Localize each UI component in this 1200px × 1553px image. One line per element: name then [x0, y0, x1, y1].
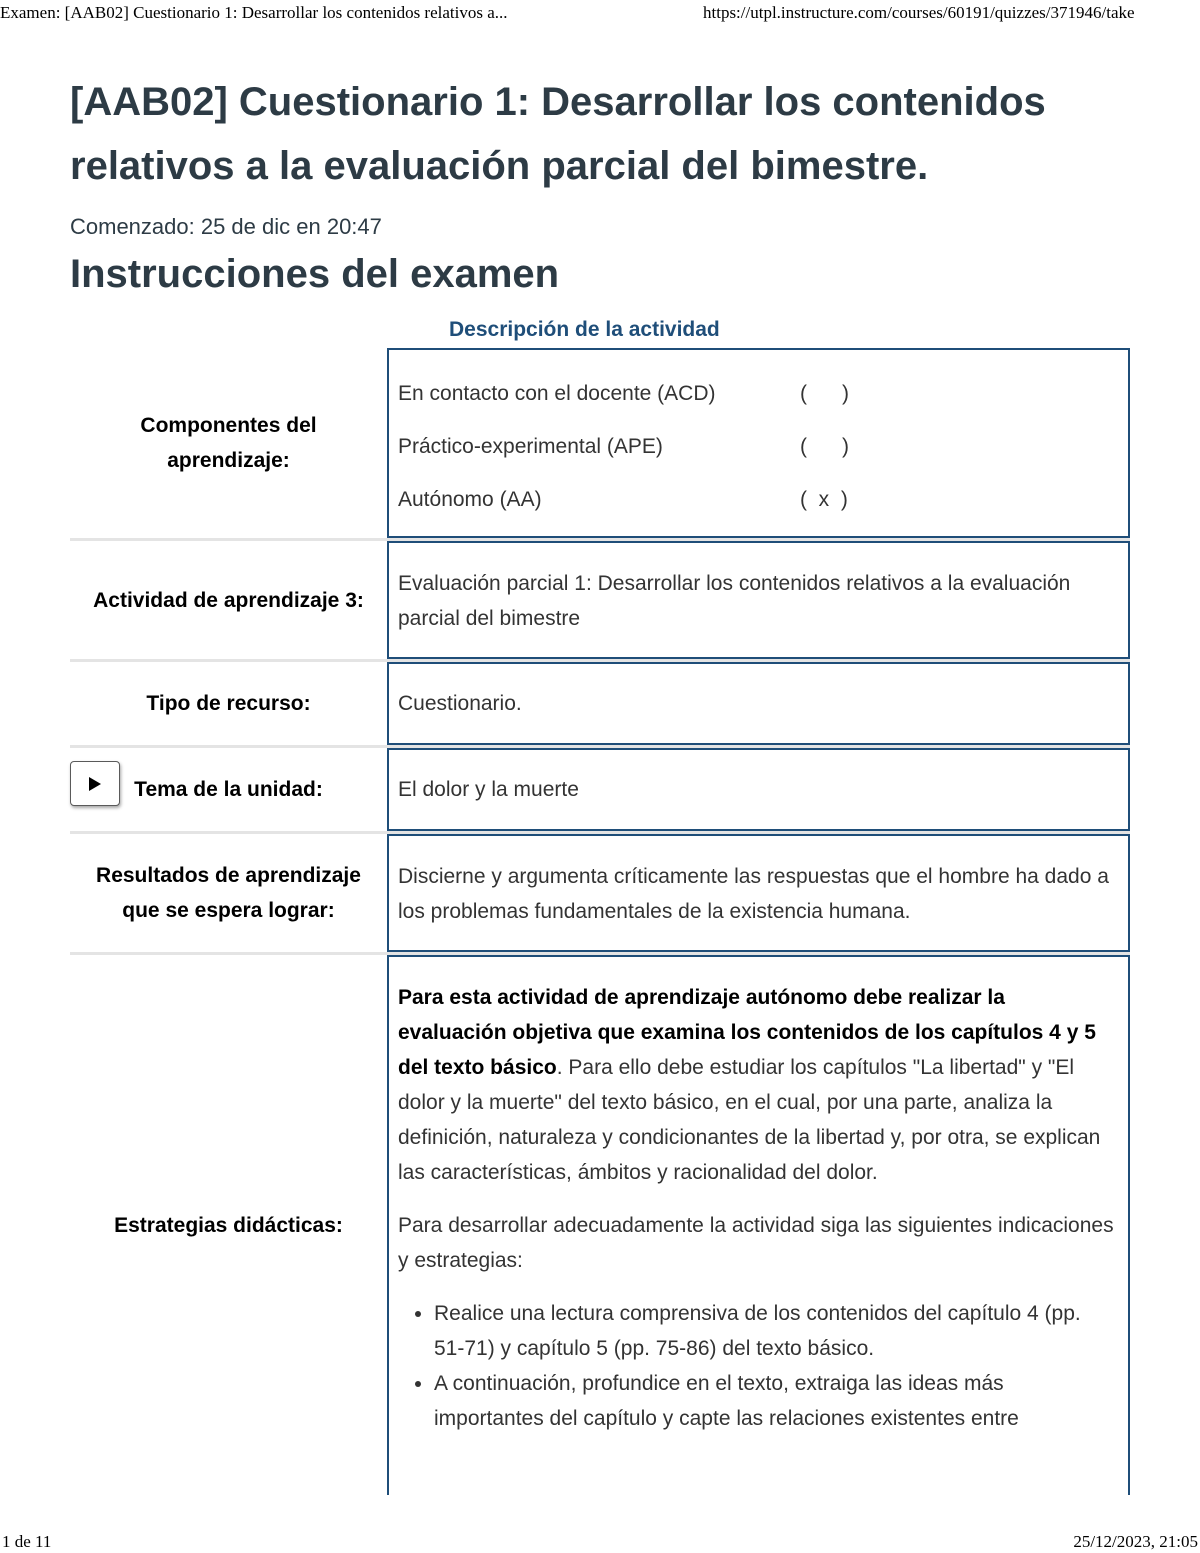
- results-value: Discierne y argumenta críticamente las respuestas que el hombre ha dado a los problemas fundamentales de la existencia humana.: [387, 834, 1130, 952]
- play-button[interactable]: [70, 761, 120, 806]
- table-row-results: [70, 831, 1130, 952]
- table-row-activity: [70, 538, 1130, 659]
- play-icon: [88, 776, 102, 792]
- print-page-number: 1 de 11: [2, 1532, 52, 1551]
- components-label: Componentes del aprendizaje:: [140, 414, 317, 472]
- quiz-header: [70, 70, 1130, 298]
- component-item: [398, 420, 1116, 473]
- component-mark: ( ): [800, 382, 849, 405]
- component-name: Autónomo (AA): [398, 488, 542, 511]
- print-footer: [0, 1532, 1200, 1552]
- component-item: [398, 473, 1116, 526]
- table-row-unit: [70, 745, 1130, 831]
- activity-value: Evaluación parcial 1: Desarrollar los contenidos relativos a la evaluación parcial del bimestre: [387, 541, 1130, 659]
- activity-description-header: [70, 318, 1130, 348]
- print-datetime: 25/12/2023, 21:05: [1073, 1532, 1198, 1551]
- unit-label: Tema de la unidad:: [134, 778, 323, 801]
- strategies-intro-bold: Para esta actividad de aprendizaje autónomo debe realizar la evaluación objetiva que examina los contenidos de los capítulos 4 y 5 del texto básico: [398, 986, 1096, 1079]
- activity-table: [70, 348, 1130, 1495]
- quiz-started-time: Comenzado: 25 de dic en 20:47: [70, 214, 382, 239]
- activity-description-title: Descripción de la actividad: [449, 318, 720, 341]
- strategies-list: [398, 1296, 1116, 1436]
- list-item: • A continuación, profundice en el texto, extraiga las ideas más importantes del capítulo y capte las relaciones existentes entre: [434, 1366, 1116, 1436]
- print-page-url: https://utpl.instructure.com/courses/60191/quizzes/371946/take: [703, 3, 1135, 22]
- unit-value: El dolor y la muerte: [387, 748, 1130, 831]
- strategies-paragraph-2: Para desarrollar adecuadamente la actividad siga las siguientes indicaciones y estrategias:: [398, 1214, 1114, 1272]
- list-item: • Realice una lectura comprensiva de los contenidos del capítulo 4 (pp. 51-71) y capítulo 5 (pp. 75-86) del texto básico.: [434, 1296, 1116, 1366]
- quiz-title: [AAB02] Cuestionario 1: Desarrollar los contenidos relativos a la evaluación parcial del bimestre.: [70, 80, 1046, 188]
- print-header: [0, 0, 1200, 26]
- component-item: [398, 367, 1116, 420]
- strategies-value: [387, 955, 1130, 1495]
- resource-value: Cuestionario.: [387, 662, 1130, 745]
- activity-label: Actividad de aprendizaje 3:: [93, 588, 364, 612]
- resource-label: Tipo de recurso:: [146, 692, 311, 715]
- print-page-title: Examen: [AAB02] Cuestionario 1: Desarrollar los contenidos relativos a...: [0, 3, 508, 22]
- table-row-strategies: [70, 952, 1130, 1495]
- strategies-label: Estrategias didácticas:: [114, 1213, 343, 1237]
- strategies-paragraph-1: [398, 980, 1116, 1190]
- table-row-components: [70, 348, 1130, 538]
- components-value: [387, 348, 1130, 538]
- strategies-intro-rest: . Para ello debe estudiar los capítulos "La libertad" y "El dolor y la muerte" del texto básico, en el cual, por una parte, analiza la definición, naturaleza y condicionantes de la libertad y, por otra, se explican las características, ámbitos y racionalidad del dolor.: [398, 1056, 1101, 1184]
- table-row-resource: [70, 659, 1130, 745]
- results-label: Resultados de aprendizaje que se espera lograr:: [96, 864, 361, 922]
- component-mark: ( ): [800, 435, 849, 458]
- instructions-heading: Instrucciones del examen: [70, 252, 560, 296]
- component-name: En contacto con el docente (ACD): [398, 382, 716, 405]
- component-mark: ( x ): [800, 488, 848, 511]
- component-name: Práctico-experimental (APE): [398, 435, 663, 458]
